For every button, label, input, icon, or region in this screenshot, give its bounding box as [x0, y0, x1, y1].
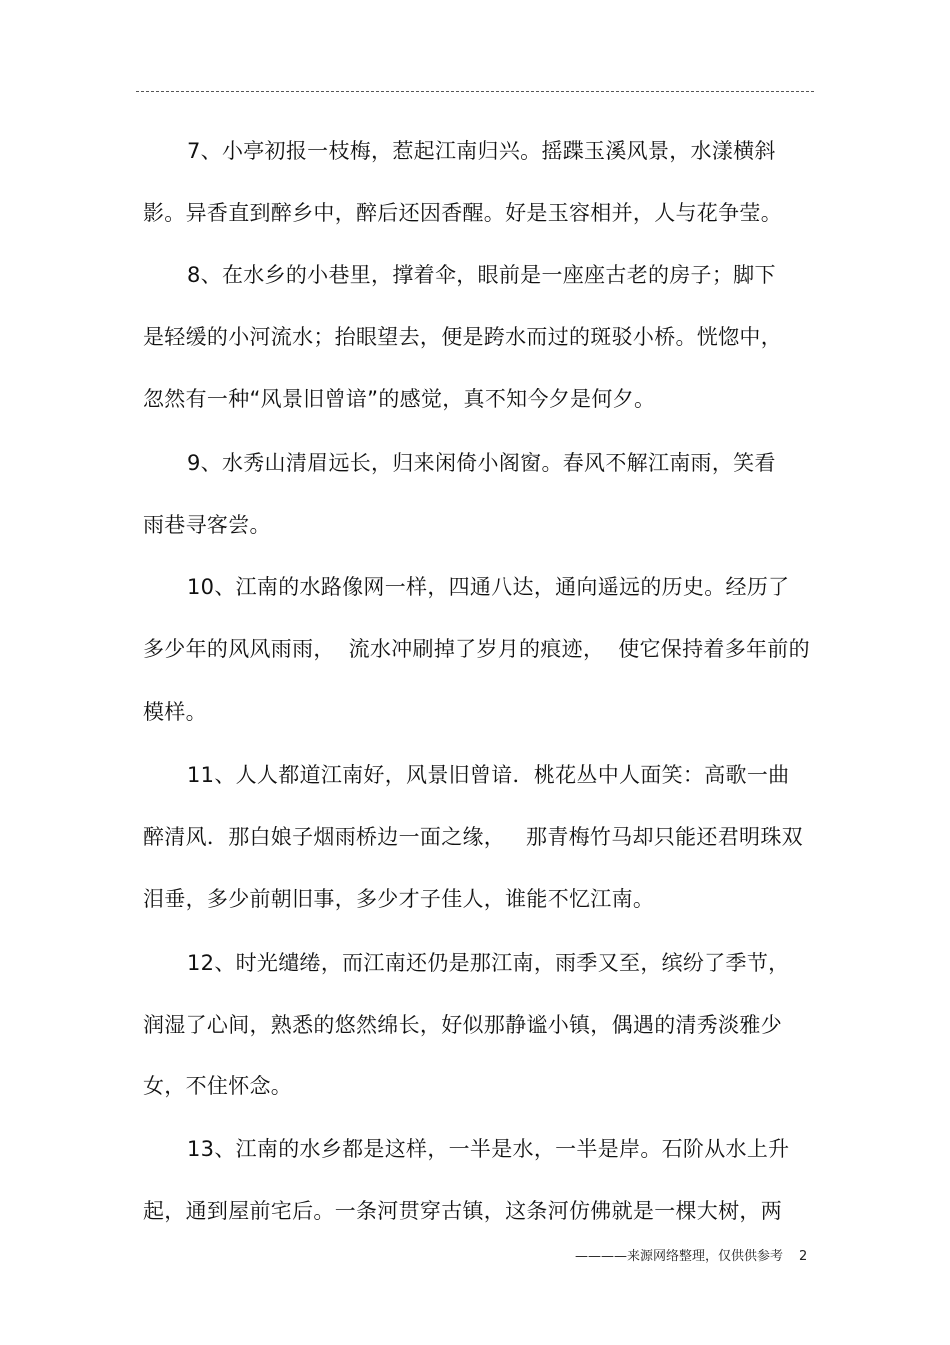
paragraph-line: 润湿了心间，熟悉的悠然绵长，好似那静谧小镇，偶遇的清秀淡雅少	[143, 1013, 782, 1037]
footer-source-note: ————来源网络整理，仅供供参考	[575, 1249, 784, 1264]
paragraph-line: 12、时光缱绻，而江南还仍是那江南，雨季又至，缤纷了季节，	[187, 951, 790, 975]
paragraph-line: 模样。	[143, 700, 207, 724]
page-number: 2	[799, 1249, 808, 1264]
paragraph-line: 8、在水乡的小巷里，撑着伞，眼前是一座座古老的房子；脚下	[187, 263, 776, 287]
paragraph-line: 忽然有一种“风景旧曾谙”的感觉，真不知今夕是何夕。	[143, 387, 656, 411]
paragraph-line: 13、江南的水乡都是这样，一半是水，一半是岸。石阶从水上升	[187, 1137, 790, 1161]
paragraph-line: 雨巷寻客尝。	[143, 513, 271, 537]
paragraph-line: 泪垂，多少前朝旧事，多少才子佳人，谁能不忆江南。	[143, 887, 655, 911]
paragraph-line: 起，通到屋前宅后。一条河贯穿古镇，这条河仿佛就是一棵大树，两	[143, 1199, 782, 1223]
header-rule	[136, 91, 814, 92]
paragraph-line: 9、水秀山清眉远长，归来闲倚小阁窗。春风不解江南雨，笑看	[187, 451, 776, 475]
paragraph-line: 影。异香直到醉乡中，醉后还因香醒。好是玉容相并，人与花争莹。	[143, 201, 782, 225]
paragraph-line: 是轻缓的小河流水；抬眼望去，便是跨水而过的斑驳小桥。恍惚中，	[143, 325, 782, 349]
paragraph-line: 醉清风．那白娘子烟雨桥边一面之缘， 那青梅竹马却只能还君明珠双	[143, 825, 803, 849]
paragraph-line: 7、小亭初报一枝梅，惹起江南归兴。摇蹀玉溪风景，水漾横斜	[187, 139, 776, 163]
paragraph-line: 11、人人都道江南好，风景旧曾谙．桃花丛中人面笑：高歌一曲	[187, 763, 790, 787]
paragraph-line: 10、江南的水路像网一样，四通八达，通向遥远的历史。经历了	[187, 575, 790, 599]
paragraph-line: 女，不住怀念。	[143, 1074, 293, 1098]
paragraph-line: 多少年的风风雨雨， 流水冲刷掉了岁月的痕迹， 使它保持着多年前的	[143, 637, 810, 661]
